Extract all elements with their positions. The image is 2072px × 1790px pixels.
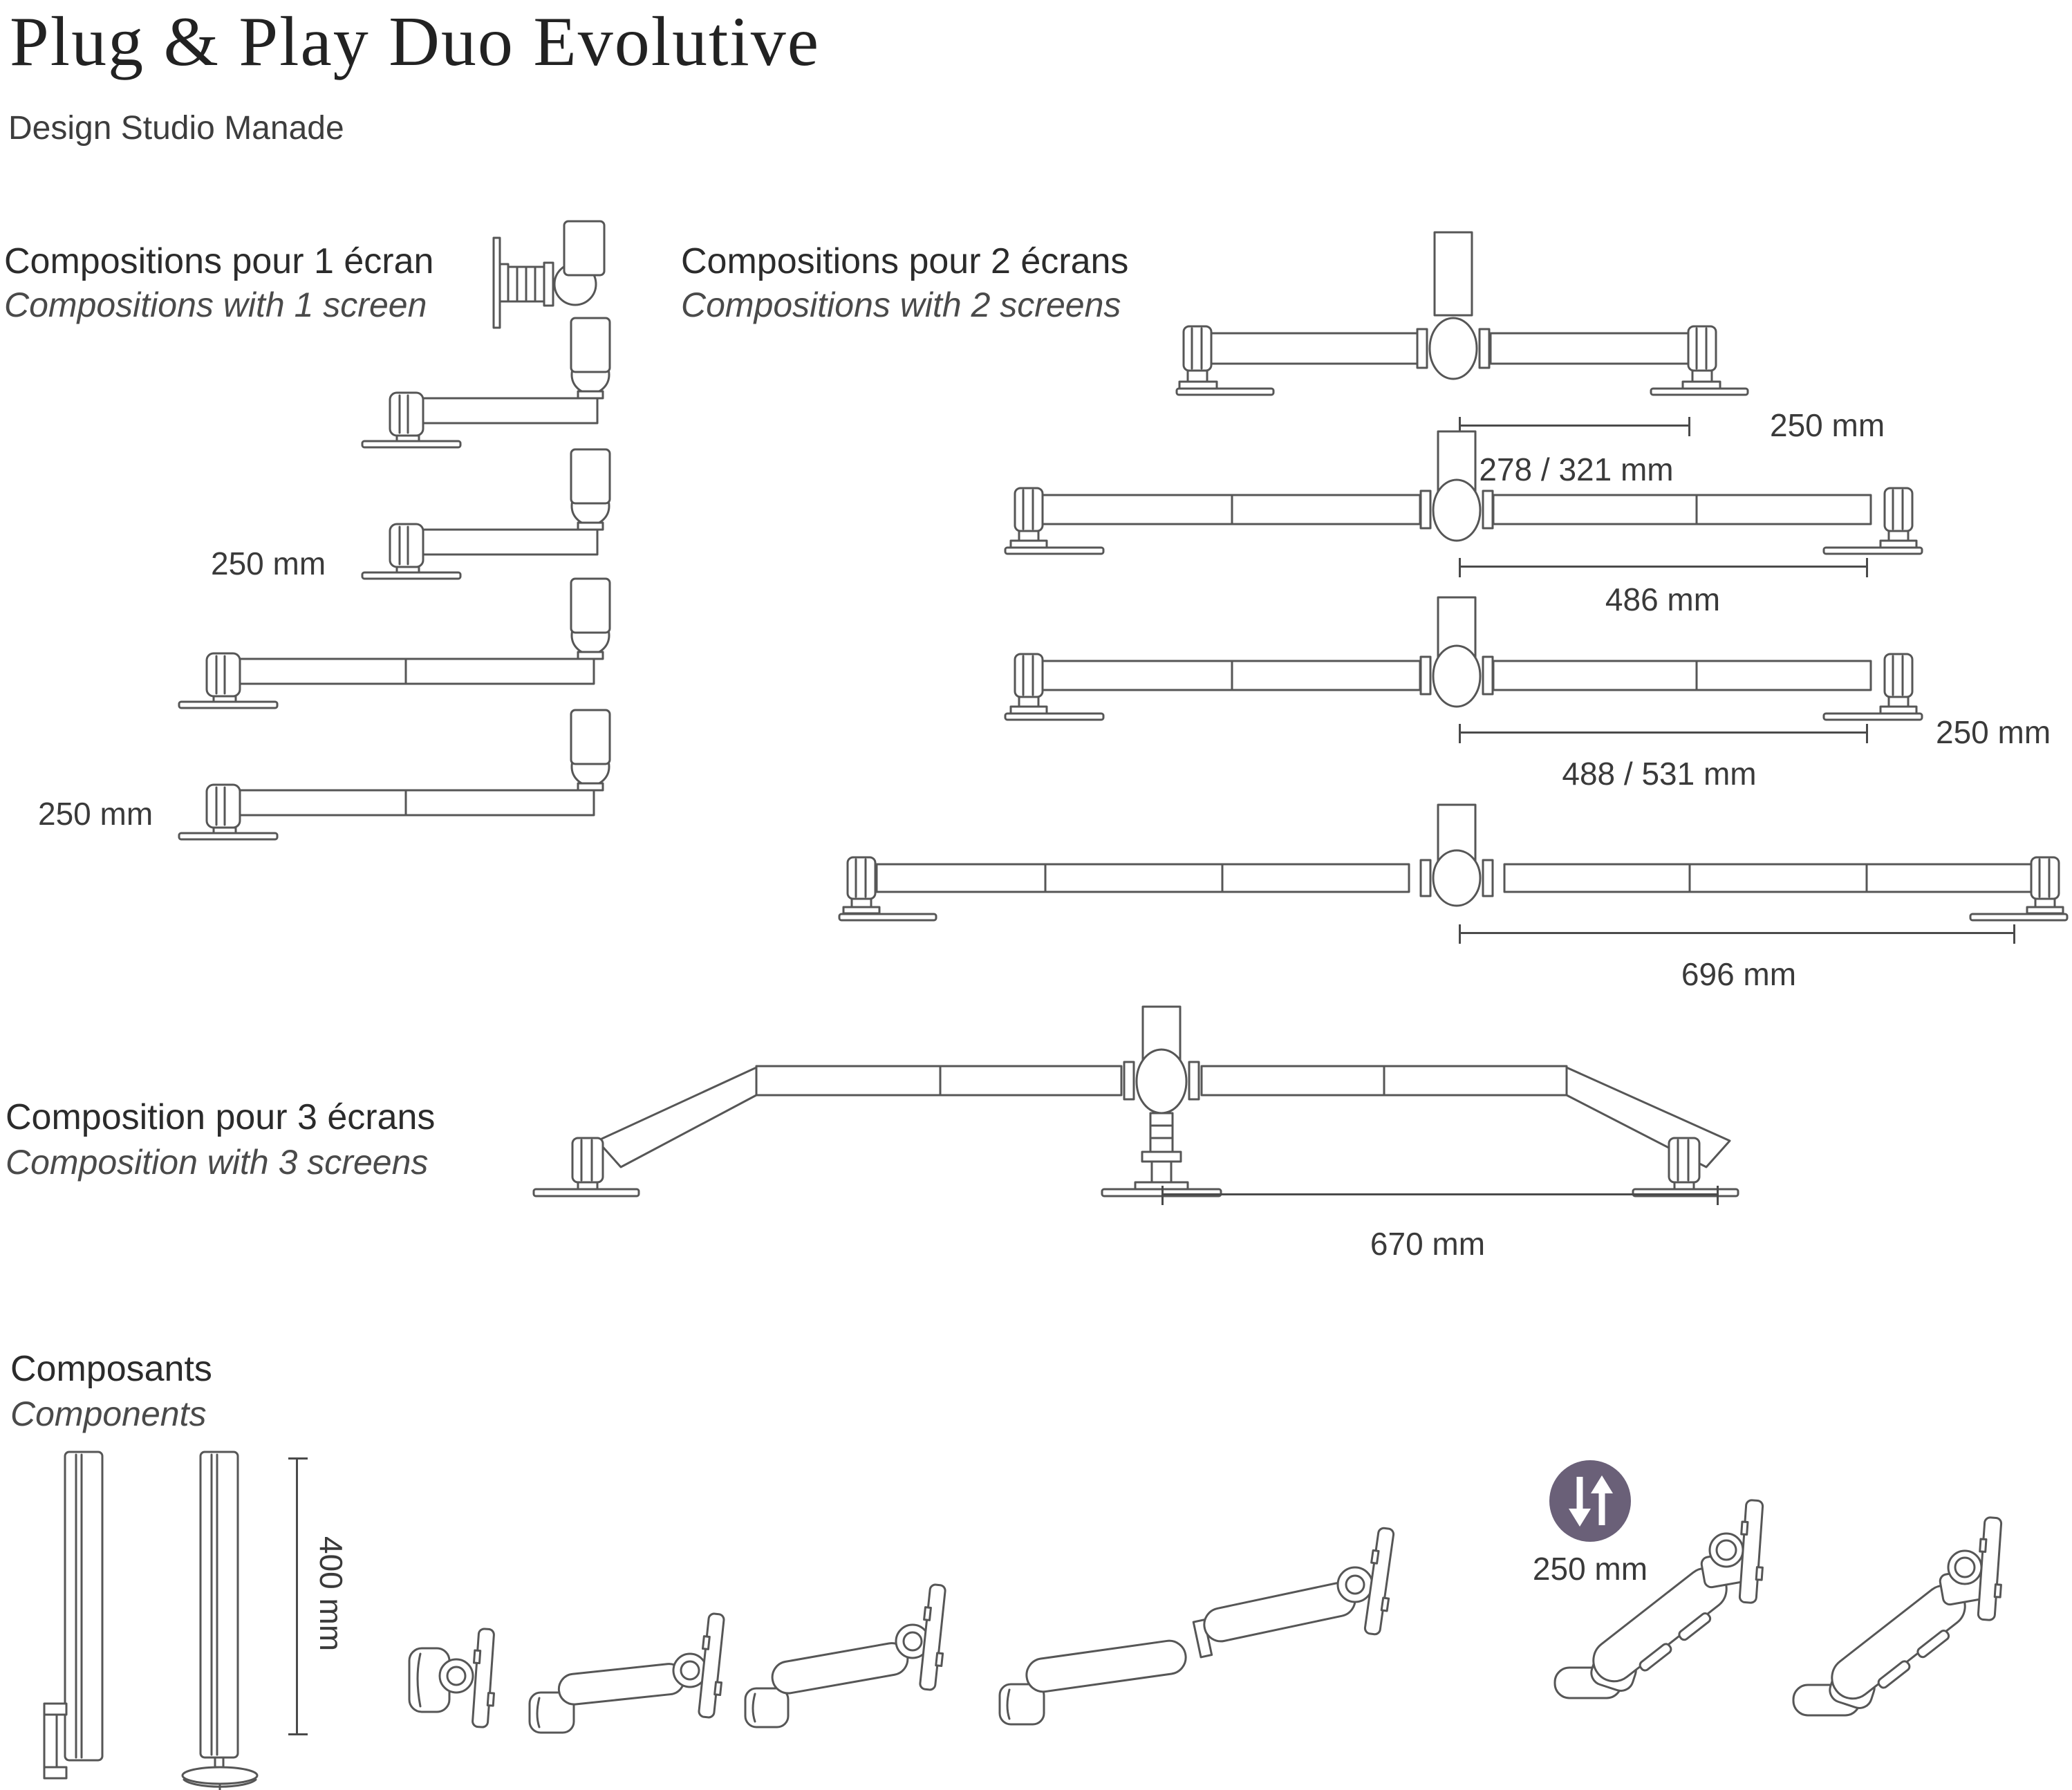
dimension-line <box>1459 932 2015 934</box>
dimension-label: 278 / 321 mm <box>1479 451 1674 487</box>
dimension-label: 250 mm <box>211 546 326 581</box>
diagram-one-screen-arm-b <box>360 448 622 581</box>
diagram-one-screen-arm-d <box>176 709 622 841</box>
dimension-label: 696 mm <box>1681 956 1797 992</box>
dimension-line <box>1459 566 1868 568</box>
component-arm-short <box>525 1604 747 1742</box>
component-arm-medium <box>741 1564 949 1737</box>
diagram-two-screens-small <box>1175 230 1749 397</box>
component-vesa-head <box>407 1623 503 1734</box>
section-title-two-screens-fr: Compositions pour 2 écrans <box>681 241 1129 281</box>
section-title-three-screens-en: Composition with 3 screens <box>6 1143 429 1182</box>
dimension-label: 486 mm <box>1605 581 1721 617</box>
component-pole-clamp <box>40 1449 123 1790</box>
section-title-components-en: Components <box>10 1395 207 1433</box>
dimension-label: 488 / 531 mm <box>1562 756 1757 792</box>
dimension-line <box>1459 425 1690 427</box>
diagram-two-screens-medium <box>1004 430 1923 559</box>
section-title-one-screen-en: Compositions with 1 screen <box>4 286 427 324</box>
dimension-line <box>1459 731 1868 734</box>
diagram-two-screens-large <box>1004 596 1923 725</box>
dimension-label: 670 mm <box>1370 1226 1486 1262</box>
dimension-label: 250 mm <box>1936 714 2051 750</box>
dimension-label: 250 mm <box>38 796 153 832</box>
component-gas-spring-arm-b <box>1791 1511 2026 1732</box>
dimension-label: 400 mm <box>313 1536 349 1652</box>
section-title-one-screen-fr: Compositions pour 1 écran <box>4 241 434 281</box>
diagram-two-screens-xlarge <box>838 803 2069 926</box>
dimension-line <box>1161 1193 1719 1195</box>
diagram-one-screen-arm-c <box>176 577 622 710</box>
component-pole-grommet <box>181 1449 285 1790</box>
diagram-one-screen-arm-a <box>360 317 622 449</box>
section-title-two-screens-en: Compositions with 2 screens <box>681 286 1121 324</box>
diagram-three-screens <box>517 1004 1755 1201</box>
section-title-components-fr: Composants <box>10 1349 212 1389</box>
dimension-label: 250 mm <box>1532 1551 1648 1587</box>
page-title: Plug & Play Duo Evolutive <box>10 3 820 81</box>
component-gas-spring-arm-a <box>1552 1493 1787 1715</box>
dimension-label: 250 mm <box>1770 407 1885 443</box>
studio-name: Design Studio Manade <box>8 110 344 147</box>
dimension-line <box>296 1457 298 1735</box>
section-title-three-screens-fr: Composition pour 3 écrans <box>6 1097 436 1137</box>
component-arm-long <box>996 1518 1431 1733</box>
